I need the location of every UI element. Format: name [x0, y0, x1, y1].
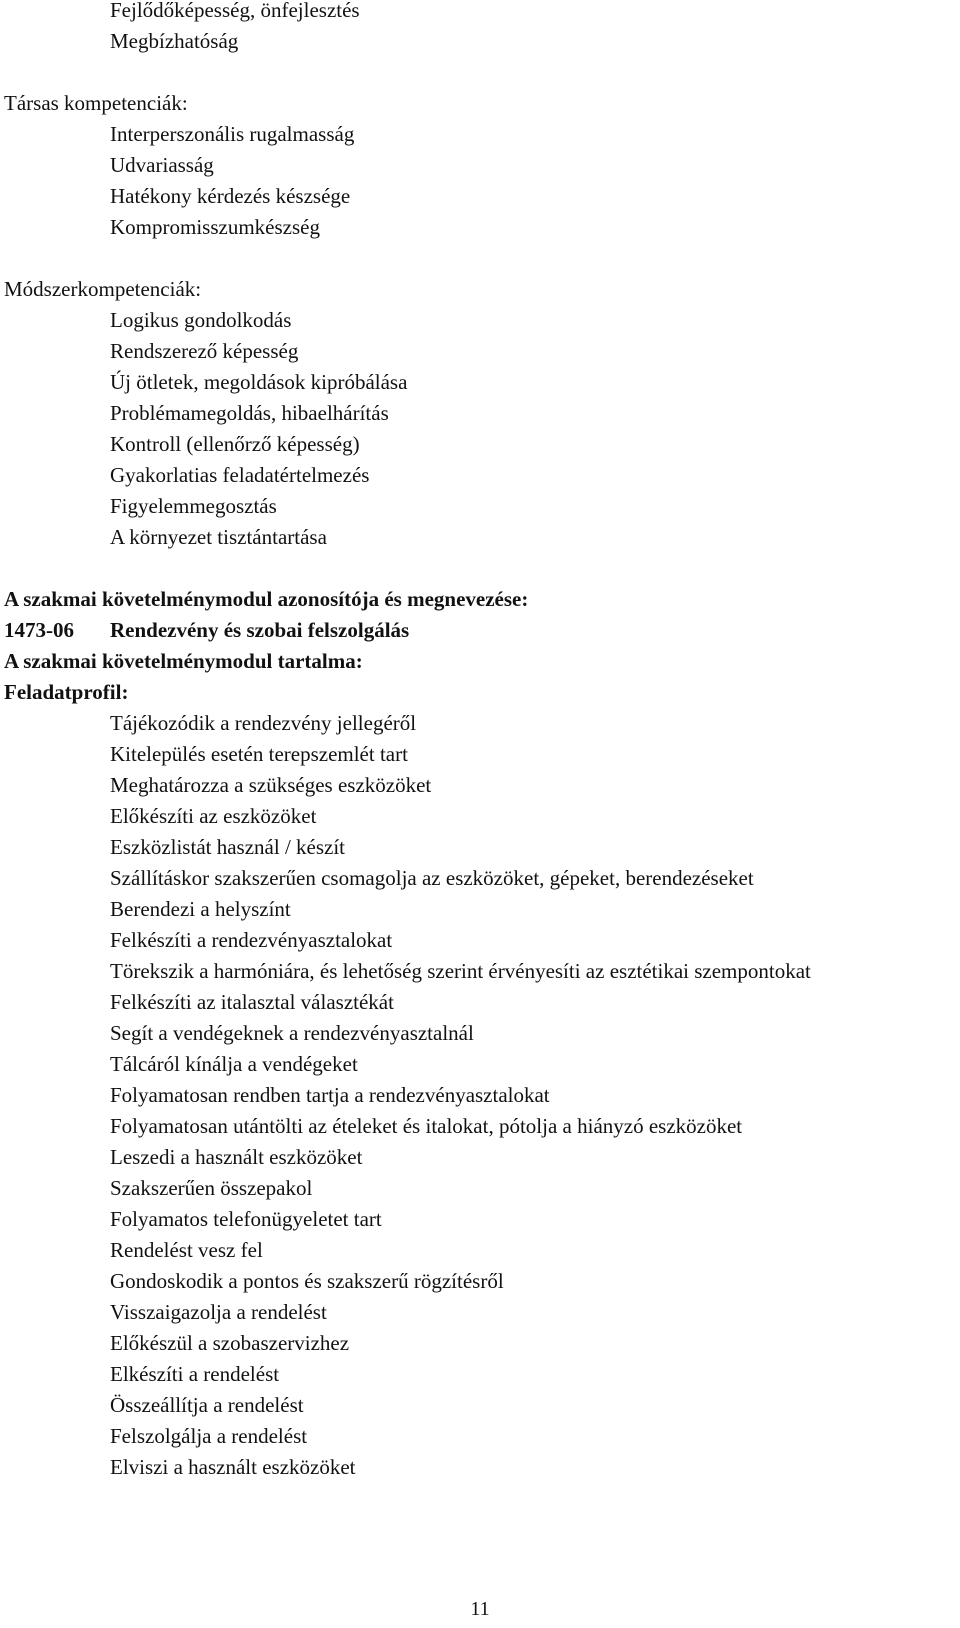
module-title — [4, 615, 409, 646]
section-heading-method: Módszerkompetenciák: — [4, 277, 202, 301]
page-number: 11 — [470, 1598, 490, 1620]
list-item: Új ötletek, megoldások kipróbálása — [110, 370, 408, 394]
task-item: Gondoskodik a pontos és szakszerű rögzítésről — [110, 1269, 504, 1293]
module-id-heading: A szakmai követelménymodul azonosítója és megnevezése: — [4, 587, 529, 611]
module-content-heading: A szakmai követelménymodul tartalma: — [4, 649, 363, 673]
task-item: Berendezi a helyszínt — [110, 897, 291, 921]
task-item: Folyamatosan rendben tartja a rendezvényasztalokat — [110, 1083, 550, 1107]
task-item: Eszközlistát használ / készít — [110, 835, 346, 859]
task-item: Leszedi a használt eszközöket — [110, 1145, 363, 1169]
list-item: Kontroll (ellenőrző képesség) — [110, 432, 360, 456]
task-item: Szállításkor szakszerűen csomagolja az eszközöket, gépeket, berendezéseket — [110, 866, 754, 890]
task-profile-heading: Feladatprofil: — [4, 680, 129, 704]
task-item: Kitelepülés esetén terepszemlét tart — [110, 742, 408, 766]
task-item: Rendelést vesz fel — [110, 1238, 263, 1262]
task-item: Előkészíti az eszközöket — [110, 804, 317, 828]
list-item: Fejlődőképesség, önfejlesztés — [110, 0, 360, 22]
section-heading-social: Társas kompetenciák: — [4, 91, 188, 115]
list-item: A környezet tisztántartása — [110, 525, 327, 549]
task-item: Segít a vendégeknek a rendezvényasztalnál — [110, 1021, 474, 1045]
task-item: Tálcáról kínálja a vendégeket — [110, 1052, 358, 1076]
task-item: Folyamatos telefonügyeletet tart — [110, 1207, 382, 1231]
task-item: Elviszi a használt eszközöket — [110, 1455, 356, 1479]
task-item: Folyamatosan utántölti az ételeket és italokat, pótolja a hiányzó eszközöket — [110, 1114, 743, 1138]
task-item: Törekszik a harmóniára, és lehetőség szerint érvényesíti az esztétikai szempontokat — [110, 959, 811, 983]
task-item: Felkészíti a rendezvényasztalokat — [110, 928, 393, 952]
list-item: Hatékony kérdezés készsége — [110, 184, 351, 208]
list-item: Kompromisszumkészség — [110, 215, 320, 239]
list-item: Interperszonális rugalmasság — [110, 122, 355, 146]
list-item: Problémamegoldás, hibaelhárítás — [110, 401, 389, 425]
module-code: 1473-06 — [4, 618, 74, 642]
task-item: Szakszerűen összepakol — [110, 1176, 313, 1200]
task-item: Összeállítja a rendelést — [110, 1393, 304, 1417]
task-item: Meghatározza a szükséges eszközöket — [110, 773, 432, 797]
list-item: Logikus gondolkodás — [110, 308, 292, 332]
task-item: Elkészíti a rendelést — [110, 1362, 280, 1386]
task-item: Tájékozódik a rendezvény jellegéről — [110, 711, 417, 735]
task-item: Felszolgálja a rendelést — [110, 1424, 308, 1448]
list-item: Figyelemmegosztás — [110, 494, 277, 518]
task-item: Előkészül a szobaszervizhez — [110, 1331, 350, 1355]
list-item: Gyakorlatias feladatértelmezés — [110, 463, 370, 487]
list-item: Megbízhatóság — [110, 29, 239, 53]
list-item: Udvariasság — [110, 153, 214, 177]
task-item: Visszaigazolja a rendelést — [110, 1300, 327, 1324]
module-name: Rendezvény és szobai felszolgálás — [110, 618, 410, 642]
list-item: Rendszerező képesség — [110, 339, 299, 363]
task-item: Felkészíti az italasztal választékát — [110, 990, 394, 1014]
